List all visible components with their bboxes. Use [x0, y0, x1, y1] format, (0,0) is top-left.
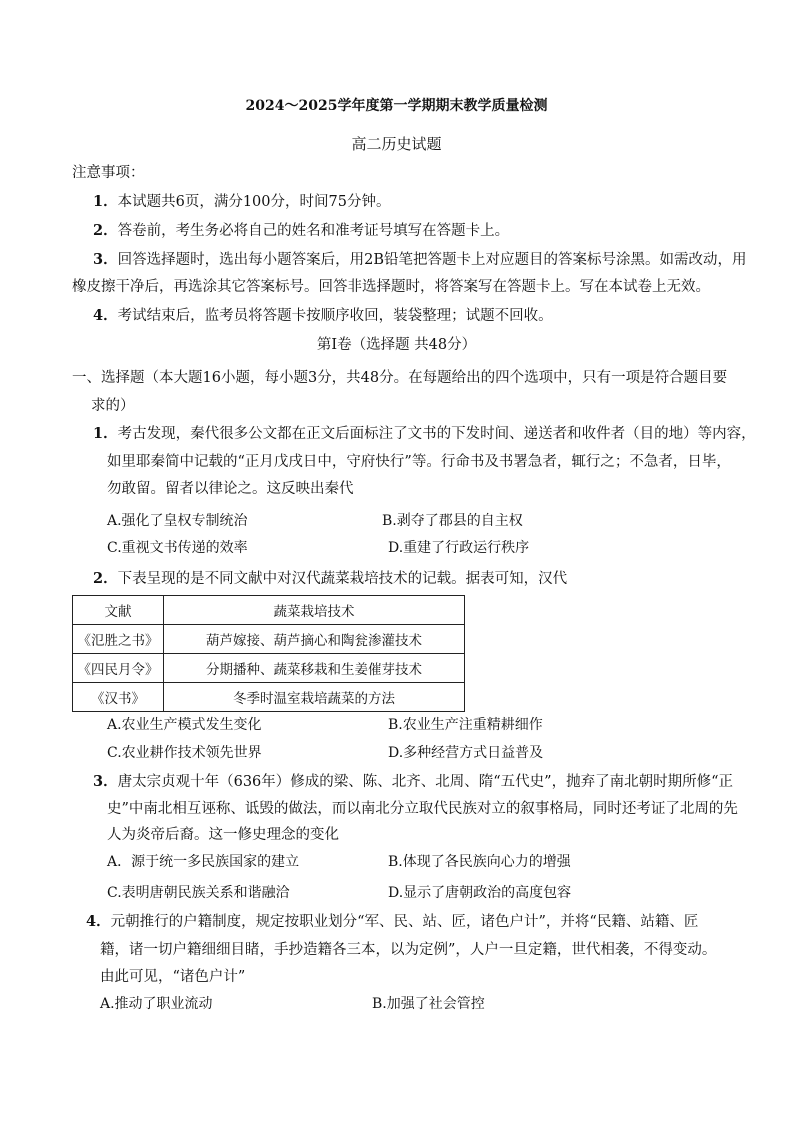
question-2-line-1: 2．下表呈现的是不同文献中对汉代蔬菜栽培技术的记载。据表可知，汉代: [93, 570, 568, 587]
notice-number: 3．: [93, 251, 118, 268]
notice-item-4: [93, 306, 553, 326]
q4-option-a: A.推动了职业流动: [100, 996, 213, 1012]
table-cell: 《四民月令》: [73, 654, 164, 683]
question-number: 4．: [86, 913, 111, 930]
question-number: 2．: [93, 570, 118, 587]
question-4-line-1: 4．元朝推行的户籍制度，规定按职业划分“军、民、站、匠，诸色户计”，并将“民籍、站籍、匠: [86, 913, 699, 930]
notice-text: 回答选择题时，选出每小题答案后，用2B铅笔把答题卡上对应题目的答案标号涂黑。如需改动，用: [117, 252, 747, 268]
question-4-line-3: 由此可见，“诸色户计”: [100, 969, 246, 985]
table-header-cell: 蔬菜栽培技术: [164, 596, 465, 625]
question-number: 3．: [93, 773, 118, 790]
table-row: [73, 654, 465, 683]
table-row: [73, 683, 465, 712]
exam-title: 2024～2025学年度第一学期期末教学质量检测: [245, 98, 548, 114]
table-header-cell: 文献: [73, 596, 164, 625]
notice-text: 本试题共6页，满分100分，时间75分钟。: [117, 194, 391, 210]
question-4-line-2: 籍，诸一切户籍细细目睹，手抄造籍各三本，以为定例”，人户一旦定籍，世代相袭，不得变动。: [100, 942, 717, 958]
notice-number: 2．: [93, 222, 118, 239]
notice-item-1: [93, 192, 390, 212]
question-3-line-1: 3．唐太宗贞观十年（636年）修成的梁、陈、北齐、北周、隋“五代史”，抛弃了南北朝时期所修“正: [93, 773, 734, 790]
table-cell: 《汉书》: [73, 683, 164, 712]
q3-option-c: C.表明唐朝民族关系和谐融洽: [107, 885, 290, 901]
question-number: 1．: [93, 425, 118, 442]
q3-option-b: B.体现了各民族向心力的增强: [388, 854, 571, 870]
table-cell: 《氾胜之书》: [73, 625, 164, 654]
notice-item-2: [93, 221, 509, 241]
table-header-row: [73, 596, 465, 625]
question-3-line-3: 人为炎帝后裔。这一修史理念的变化: [107, 827, 339, 843]
notice-heading: 注意事项：: [72, 165, 145, 181]
cultivation-table: [72, 595, 465, 712]
q2-option-d: D.多种经营方式日益普及: [388, 745, 544, 761]
notice-number: 1．: [93, 193, 118, 210]
question-1-line-2: 如里耶秦简中记载的“正月戊戌日中，守府快行”等。行命书及书署急者，辄行之；不急者，日毕，: [107, 454, 731, 470]
question-1-line-3: 勿敢留。留者以律论之。这反映出秦代: [107, 481, 354, 497]
section-heading-continued: 求的）: [91, 398, 135, 414]
notice-text: 答卷前，考生务必将自己的姓名和准考证号填写在答题卡上。: [117, 223, 510, 239]
question-1-line-1: 1．考古发现，秦代很多公文都在正文后面标注了文书的下发时间、递送者和收件者（目的地）等内容，: [93, 425, 756, 442]
table-cell: 分期播种、蔬菜移栽和生姜催芽技术: [164, 654, 465, 683]
q3-option-d: D.显示了唐朝政治的高度包容: [388, 885, 572, 901]
notice-number: 4．: [93, 307, 118, 324]
section-heading: 一、选择题（本大题16小题，每小题3分，共48分。在每题给出的四个选项中，只有一项是符合题目要: [72, 370, 728, 386]
q4-option-b: B.加强了社会管控: [372, 996, 485, 1012]
notice-text: 考试结束后，监考员将答题卡按顺序收回，装袋整理；试题不回收。: [117, 308, 553, 324]
table-cell: 冬季时温室栽培蔬菜的方法: [164, 683, 465, 712]
q1-option-b: B.剥夺了郡县的自主权: [382, 513, 523, 529]
notice-item-3-continued: 橡皮擦干净后，再选涂其它答案标号。回答非选择题时，将答案写在答题卡上。写在本试卷上无效。: [72, 279, 710, 295]
table-cell: 葫芦嫁接、葫芦摘心和陶瓮渗灌技术: [164, 625, 465, 654]
q1-option-a: A.强化了皇权专制统治: [107, 513, 248, 529]
q1-option-d: D.重建了行政运行秩序: [388, 540, 530, 556]
table-row: [73, 625, 465, 654]
q1-option-c: C.重视文书传递的效率: [107, 540, 248, 556]
question-3-line-2: 史”中南北相互诬称、诋毁的做法，而以南北分立取代民族对立的叙事格局，同时还考证了北周的先: [107, 801, 738, 817]
q3-option-a: A．源于统一多民族国家的建立: [107, 854, 300, 870]
q2-option-b: B.农业生产注重精耕细作: [388, 717, 543, 733]
q2-option-c: C.农业耕作技术领先世界: [107, 745, 262, 761]
notice-item-3: [93, 250, 746, 270]
exam-subtitle: 高二历史试题: [351, 135, 442, 153]
q2-option-a: A.农业生产模式发生变化: [107, 717, 262, 733]
section-title: 第Ⅰ卷（选择题 共48分）: [316, 337, 477, 353]
